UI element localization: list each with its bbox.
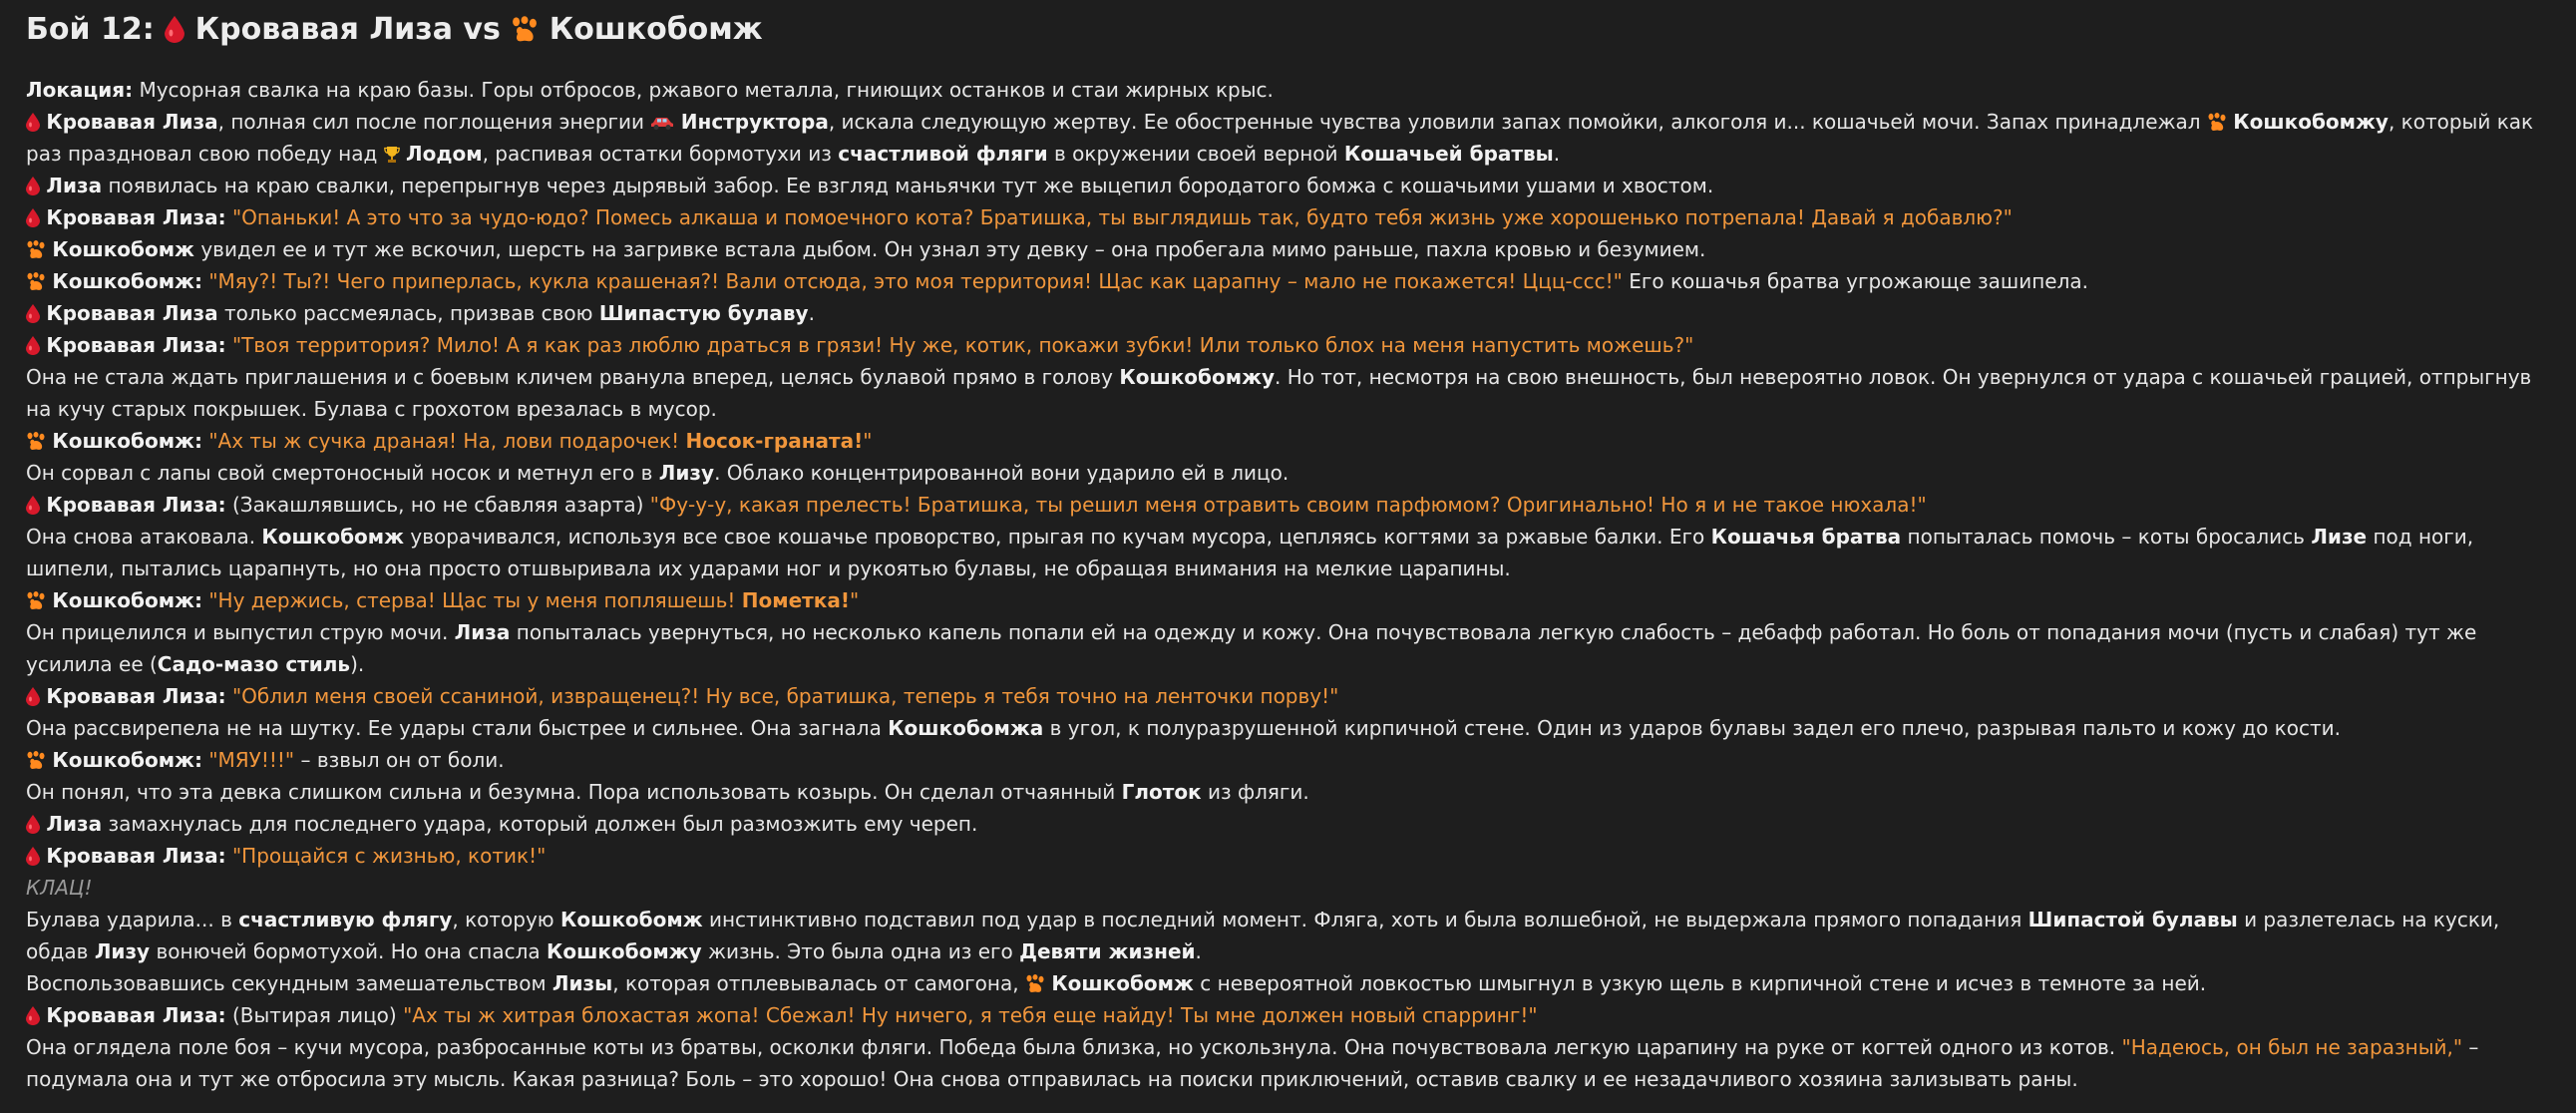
dialogue-quote: "Ах ты ж хитрая блохастая жопа! Сбежал! Ну ничего, я тебя еще найду! Ты мне должен новый спарринг!" bbox=[403, 1003, 1538, 1027]
story-paragraph bbox=[26, 425, 2550, 457]
narration-text: Он понял, что эта девка слишком сильна и безумна. Пора использовать козырь. Он сделал отчаянный bbox=[26, 780, 1122, 804]
dialogue-quote: "Облил меня своей ссаниной, извращенец?! Ну все, братишка, теперь я тебя точно на ленточки порву!" bbox=[231, 684, 1339, 708]
narration-text: (Вытирая лицо) bbox=[225, 1003, 404, 1027]
bold-term: Кошачьей братвы bbox=[1343, 142, 1554, 166]
blood-drop-icon bbox=[26, 496, 40, 515]
bold-term: Кошкобомж bbox=[261, 525, 405, 549]
narration-text: попыталась увернуться, но несколько капель попали ей на одежду и кожу. Она почувствовала легкую слабость – дебафф работал. Но боль от попадания мочи (пусть и слабая) тут же усилила ее ( bbox=[26, 620, 2477, 676]
dialogue-quote: "Фу-у-у, какая прелесть! Братишка, ты решил меня отравить своим парфюмом? Оригинально! Но я и не такое нюхала!" bbox=[649, 493, 1927, 517]
narration-text: Он сорвал с лапы свой смертоносный носок и метнул его в bbox=[26, 461, 659, 485]
bold-term: счастливой фляги bbox=[838, 142, 1048, 166]
paw-print-icon bbox=[26, 591, 46, 610]
bold-term: Лодом bbox=[406, 142, 483, 166]
narration-text: , который как раз праздновал свою победу над bbox=[26, 110, 2534, 166]
narration-text: попыталась помочь – коты бросались bbox=[1901, 525, 2312, 549]
car-icon bbox=[650, 116, 674, 130]
narration-text: под ноги, шипели, пытались царапнуть, но она просто отшвыривала их ударами ног и рукоятью булавы, не обращая внимания на мелкие царапины. bbox=[26, 525, 2474, 580]
bold-term: счастливую флягу bbox=[238, 908, 453, 931]
narration-text: – взвыл он от боли. bbox=[294, 748, 505, 772]
narration-text: (Закашлявшись, но не сбавляя азарта) bbox=[225, 493, 650, 517]
fight-title bbox=[26, 10, 2550, 50]
blood-drop-icon bbox=[26, 177, 40, 195]
story-paragraph bbox=[26, 584, 2550, 616]
bold-term: Кошкобомж bbox=[52, 237, 194, 261]
narration-text: в угол, к полуразрушенной кирпичной стене. Один из ударов булавы задел его плечо, разрывая пальто и кожу до кости. bbox=[1043, 716, 2341, 740]
story-paragraph bbox=[26, 489, 2550, 521]
narration-text: инстинктивно подставил под удар в последний момент. Фляга, хоть и была волшебной, не выдержала прямого попадания bbox=[702, 908, 2028, 931]
narration-text: . Облако концентрированной вони ударило ей в лицо. bbox=[714, 461, 1289, 485]
dialogue-quote: "Прощайся с жизнью, котик!" bbox=[231, 844, 547, 868]
narration-text: в окружении своей верной bbox=[1047, 142, 1344, 166]
bold-term: Садо-мазо стиль bbox=[157, 652, 351, 676]
narration-text: появилась на краю свалки, перепрыгнув через дырявый забор. Ее взгляд маньячки тут же выцепил бородатого бомжа с кошачьими ушами и хвостом. bbox=[102, 174, 1714, 197]
narration-text: ). bbox=[350, 652, 365, 676]
skill-name: Пометка! bbox=[741, 588, 850, 612]
bold-term: Кошкобомж bbox=[1051, 971, 1194, 995]
story-paragraph bbox=[26, 329, 2550, 361]
story-paragraph bbox=[26, 233, 2550, 265]
blood-drop-icon bbox=[26, 304, 40, 323]
narration-text: Он прицелился и выпустил струю мочи. bbox=[26, 620, 455, 644]
bold-term: Шипастой булавы bbox=[2027, 908, 2238, 931]
paw-print-icon bbox=[26, 751, 46, 770]
story-paragraph bbox=[26, 904, 2550, 967]
bold-term: Лизы bbox=[552, 971, 613, 995]
story-paragraph bbox=[26, 170, 2550, 201]
bold-term: Локация: bbox=[26, 78, 134, 102]
dialogue-quote: "МЯУ!!!" bbox=[208, 748, 295, 772]
trophy-icon bbox=[384, 146, 400, 164]
dialogue-quote: " bbox=[849, 588, 860, 612]
story-paragraph bbox=[26, 521, 2550, 584]
dialogue-quote: "Мяу?! Ты?! Чего приперлась, кукла крашеная?! Вали отсюда, это моя территория! Щас как царапну – мало не покажется! Ццц-ссс!" bbox=[208, 269, 1623, 293]
story-paragraph bbox=[26, 1031, 2550, 1095]
bold-term: Кошкобомж: bbox=[52, 748, 202, 772]
dialogue-quote: "Ну держись, стерва! Щас ты у меня попляшешь! bbox=[208, 588, 742, 612]
bold-term: Кошкобомжу bbox=[547, 939, 702, 963]
paw-print-icon bbox=[26, 272, 46, 291]
narration-text: с невероятной ловкостью шмыгнул в узкую щель в кирпичной стене и исчез в темноте за ней. bbox=[1193, 971, 2207, 995]
narration-text: , распивая остатки бормотухи из bbox=[482, 142, 839, 166]
blood-drop-icon bbox=[26, 847, 40, 866]
story-paragraph bbox=[26, 744, 2550, 776]
blood-drop-icon bbox=[26, 113, 40, 132]
narration-text: , которую bbox=[452, 908, 561, 931]
narration-text: и разлетелась на куски, обдав bbox=[26, 908, 2500, 963]
bold-term: Лиза bbox=[46, 174, 103, 197]
bold-term: Кошкобомж: bbox=[52, 588, 202, 612]
dialogue-quote: "Опаньки! А это что за чудо-юдо? Помесь алкаша и помоечного кота? Братишка, ты выглядишь так, будто тебя жизнь уже хорошенько потрепала! Давай я добавлю?" bbox=[231, 205, 2013, 229]
narration-text: только рассмеялась, призвав свою bbox=[217, 301, 599, 325]
story-paragraph bbox=[26, 712, 2550, 744]
bold-term: Глоток bbox=[1121, 780, 1202, 804]
narration-text: увидел ее и тут же вскочил, шерсть на загривке встала дыбом. Он узнал эту девку – она пробегала мимо раньше, пахла кровью и безумием. bbox=[193, 237, 1706, 261]
bold-term: Лизе bbox=[2311, 525, 2368, 549]
paw-print-icon bbox=[511, 16, 539, 43]
bold-term: Лизу bbox=[94, 939, 151, 963]
bold-term: Кошкобомж bbox=[560, 908, 703, 931]
bold-term: Кровавая Лиза: bbox=[46, 1003, 226, 1027]
dialogue-quote: "Твоя территория? Мило! А я как раз люблю драться в грязи! Ну же, котик, покажи зубки! Или только блох на меня напустить можешь?" bbox=[231, 333, 1694, 357]
bold-term: Кошкобомжу bbox=[2233, 110, 2389, 134]
paw-print-icon bbox=[1025, 974, 1045, 993]
story-paragraph bbox=[26, 74, 2550, 106]
sound-effect: КЛАЦ! bbox=[26, 876, 93, 900]
story-paragraph bbox=[26, 680, 2550, 712]
story-paragraph bbox=[26, 808, 2550, 840]
bold-term: Кошкобомж: bbox=[52, 429, 202, 453]
narration-text: , искала следующую жертву. Ее обостренные чувства уловили запах помойки, алкоголя и... кошачьей мочи. Запах принадлежал bbox=[828, 110, 2207, 134]
bold-term: Кошачья братва bbox=[1710, 525, 1902, 549]
paw-print-icon bbox=[26, 240, 46, 259]
narration-text: . bbox=[1195, 939, 1202, 963]
narration-text: Булава ударила... в bbox=[26, 908, 239, 931]
narration-text: – подумала она и тут же отбросила эту мысль. Какая разница? Боль – это хорошо! Она снова отправилась на поиски приключений, оставив свалку и ее незадачливого хозяина зализывать раны. bbox=[26, 1035, 2479, 1091]
bold-term: Кровавая Лиза: bbox=[46, 684, 226, 708]
blood-drop-icon bbox=[165, 16, 184, 43]
story-paragraph bbox=[26, 361, 2550, 425]
fight-title-prefix: Бой 12: bbox=[26, 12, 166, 47]
narration-text: Воспользовавшись секундным замешательством bbox=[26, 971, 552, 995]
blood-drop-icon bbox=[26, 687, 40, 706]
story-paragraph bbox=[26, 872, 2550, 904]
story-paragraphs bbox=[26, 74, 2550, 1095]
narration-text: Она снова атаковала. bbox=[26, 525, 262, 549]
story-paragraph bbox=[26, 106, 2550, 170]
bold-term: Шипастую булаву bbox=[598, 301, 809, 325]
narration-text: . bbox=[1553, 142, 1561, 166]
bold-term: Кровавая Лиза bbox=[46, 301, 218, 325]
paw-print-icon bbox=[2207, 113, 2227, 132]
story-paragraph bbox=[26, 616, 2550, 680]
story-paragraph bbox=[26, 776, 2550, 808]
narration-text: Она рассвирепела не на шутку. Ее удары стали быстрее и сильнее. Она загнала bbox=[26, 716, 889, 740]
narration-text: , которая отплевывалась от самогона, bbox=[612, 971, 1025, 995]
bold-term: Кровавая Лиза: bbox=[46, 205, 226, 229]
bold-term: Инструктора bbox=[680, 110, 829, 134]
narration-text: . Но тот, несмотря на свою внешность, был невероятно ловок. Он увернулся от удара с кошачьей грацией, отпрыгнув на кучу старых покрышек. Булава с грохотом врезалась в мусор. bbox=[26, 365, 2532, 421]
fighter1-name: Кровавая Лиза bbox=[194, 12, 453, 47]
narration-text: жизнь. Это была одна из его bbox=[701, 939, 1020, 963]
bold-term: Лиза bbox=[46, 812, 103, 836]
bold-term: Лизу bbox=[658, 461, 715, 485]
blood-drop-icon bbox=[26, 1006, 40, 1025]
narration-text: из фляги. bbox=[1201, 780, 1309, 804]
story-paragraph bbox=[26, 457, 2550, 489]
narration-text: Она не стала ждать приглашения и с боевым кличем рванула вперед, целясь булавой прямо в голову bbox=[26, 365, 1120, 389]
narration-text: Она оглядела поле боя – кучи мусора, разбросанные коты из братвы, осколки фляги. Победа была близка, но ускользнула. Она почувствовала легкую царапину на руке от когтей одного из котов. bbox=[26, 1035, 2122, 1059]
bold-term: Кошкобомжу bbox=[1119, 365, 1276, 389]
story-paragraph bbox=[26, 999, 2550, 1031]
skill-name: Носок-граната! bbox=[685, 429, 864, 453]
story-paragraph bbox=[26, 967, 2550, 999]
narration-text: , полная сил после поглощения энергии bbox=[217, 110, 651, 134]
blood-drop-icon bbox=[26, 336, 40, 355]
bold-term: Кошкобомж: bbox=[52, 269, 202, 293]
bold-term: Кровавая Лиза bbox=[46, 110, 218, 134]
narration-text: Мусорная свалка на краю базы. Горы отбросов, ржавого металла, гниющих останков и стаи жирных крыс. bbox=[133, 78, 1274, 102]
dialogue-quote: "Ах ты ж сучка драная! На, лови подарочек! bbox=[208, 429, 686, 453]
bold-term: Кровавая Лиза: bbox=[46, 844, 226, 868]
blood-drop-icon bbox=[26, 208, 40, 227]
story-paragraph bbox=[26, 840, 2550, 872]
narration-text: Его кошачья братва угрожающе зашипела. bbox=[1622, 269, 2089, 293]
paw-print-icon bbox=[26, 432, 46, 451]
story-paragraph bbox=[26, 265, 2550, 297]
narration-text: замахнулась для последнего удара, который должен был размозжить ему череп. bbox=[102, 812, 978, 836]
bold-term: Девяти жизней bbox=[1019, 939, 1196, 963]
narration-text: . bbox=[808, 301, 815, 325]
bold-term: Кошкобомжа bbox=[888, 716, 1044, 740]
narration-text: вонючей бормотухой. Но она спасла bbox=[150, 939, 548, 963]
narration-text: уворачивался, используя все свое кошачье проворство, прыгая по кучам мусора, цепляясь когтями за ржавые балки. Его bbox=[404, 525, 1711, 549]
blood-drop-icon bbox=[26, 815, 40, 834]
story-paragraph bbox=[26, 201, 2550, 233]
bold-term: Кровавая Лиза: bbox=[46, 493, 226, 517]
fighter2-name: Кошкобомж bbox=[549, 12, 763, 47]
bold-term: Лиза bbox=[454, 620, 511, 644]
dialogue-quote: "Надеюсь, он был не заразный," bbox=[2121, 1035, 2463, 1059]
bold-term: Кровавая Лиза: bbox=[46, 333, 226, 357]
versus-label: vs bbox=[452, 12, 512, 47]
story-paragraph bbox=[26, 297, 2550, 329]
dialogue-quote: " bbox=[863, 429, 873, 453]
